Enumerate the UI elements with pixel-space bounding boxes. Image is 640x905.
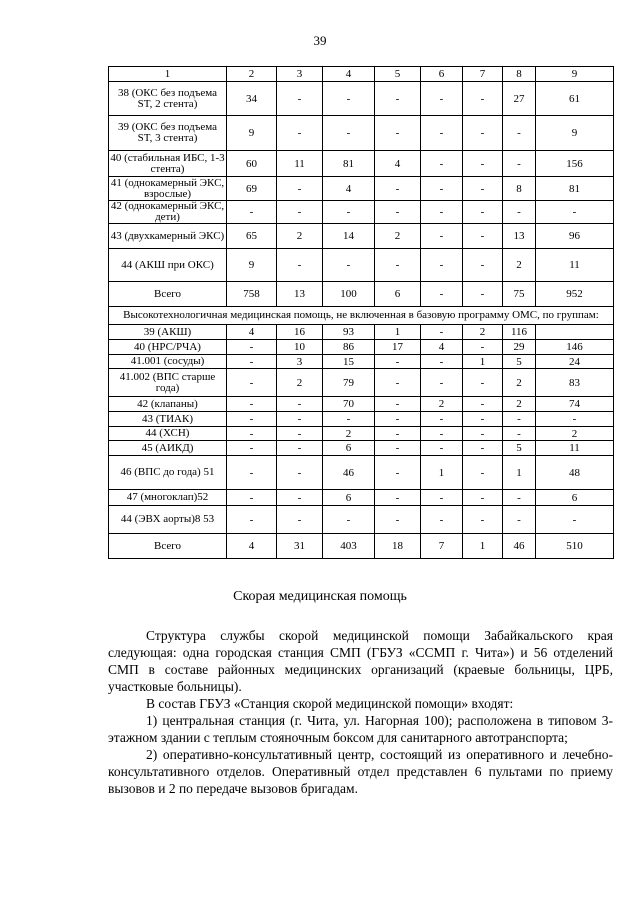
cell-value: 79 [323,369,375,397]
cell-value: 2 [463,325,503,340]
cell-value: - [503,427,536,441]
cell-value: - [375,355,421,369]
cell-value: 156 [536,151,614,177]
cell-value: - [463,82,503,116]
table-body [109,67,614,559]
table-total-row [109,282,614,307]
cell-value: - [536,201,614,224]
cell-value: 18 [375,534,421,559]
cell-value: - [277,427,323,441]
cell-value: - [463,506,503,534]
table-row [109,355,614,369]
table-total-row [109,534,614,559]
table-row [109,340,614,355]
statistics-table [108,66,614,559]
cell-value: - [277,116,323,151]
cell-value: - [463,412,503,427]
cell-value: 758 [227,282,277,307]
cell-value: 46 [503,534,536,559]
cell-value: - [421,441,463,456]
column-header: 7 [463,67,503,82]
cell-value: 1 [503,456,536,490]
cell-value: - [375,369,421,397]
page-number: 39 [313,33,327,48]
cell-value: 2 [503,369,536,397]
cell-value: - [503,412,536,427]
cell-value: 34 [227,82,277,116]
cell-value: 70 [323,397,375,412]
cell-value: - [375,201,421,224]
cell-value: - [421,249,463,282]
body-text [108,627,613,805]
cell-value: 6 [536,490,614,506]
cell-value: 5 [503,355,536,369]
table-row [109,177,614,201]
cell-value: 13 [503,224,536,249]
cell-value: - [503,116,536,151]
cell-value: 61 [536,82,614,116]
cell-value: - [375,249,421,282]
cell-value: - [375,397,421,412]
cell-value: - [375,456,421,490]
cell-value: 4 [323,177,375,201]
row-name: 46 (ВПС до года) 51 [109,456,227,490]
cell-value: - [421,325,463,340]
cell-value: - [323,506,375,534]
table-row [109,201,614,224]
cell-value: 6 [375,282,421,307]
cell-value: 11 [277,151,323,177]
cell-value: - [227,369,277,397]
cell-value: - [323,201,375,224]
cell-value: 1 [463,534,503,559]
column-header: 1 [109,67,227,82]
cell-value: 14 [323,224,375,249]
cell-value: - [463,397,503,412]
column-header: 3 [277,67,323,82]
row-name: 42 (клапаны) [109,397,227,412]
cell-value: - [227,490,277,506]
cell-value: 116 [503,325,536,340]
cell-value: - [463,282,503,307]
cell-value: - [277,397,323,412]
cell-value: - [463,456,503,490]
row-name: 43 (двухкамерный ЭКС) [109,224,227,249]
cell-value: 15 [323,355,375,369]
cell-value: - [463,249,503,282]
cell-value: 8 [503,177,536,201]
cell-value: - [277,456,323,490]
cell-value: - [323,412,375,427]
table-row [109,116,614,151]
cell-value: - [375,441,421,456]
column-header: 2 [227,67,277,82]
row-name: 42 (однокамерный ЭКС, дети) [109,201,227,224]
cell-value: 65 [227,224,277,249]
cell-value: - [421,282,463,307]
cell-value: - [323,82,375,116]
cell-value: 60 [227,151,277,177]
table-row [109,224,614,249]
cell-value: 11 [536,249,614,282]
cell-value: - [421,201,463,224]
table-header-row [109,67,614,82]
cell-value: - [536,506,614,534]
cell-value: 31 [277,534,323,559]
cell-value: 2 [277,224,323,249]
cell-value: 48 [536,456,614,490]
cell-value: 10 [277,340,323,355]
section-title: Высокотехнологичная медицинская помощь, не включенная в базовую программу ОМС, по группам: [109,307,614,325]
cell-value: 4 [227,534,277,559]
table-row [109,249,614,282]
row-name: 44 (АКШ при ОКС) [109,249,227,282]
cell-value: 75 [503,282,536,307]
row-name: 47 (многоклап)52 [109,490,227,506]
cell-value: 4 [227,325,277,340]
row-name: Всего [109,282,227,307]
cell-value: 81 [323,151,375,177]
cell-value: 2 [277,369,323,397]
cell-value: 2 [323,427,375,441]
cell-value: - [463,201,503,224]
cell-value: 2 [503,397,536,412]
cell-value: 2 [536,427,614,441]
cell-value: - [421,82,463,116]
cell-value: 1 [463,355,503,369]
cell-value: - [463,116,503,151]
cell-value: - [503,506,536,534]
cell-value: - [323,249,375,282]
cell-value: - [277,441,323,456]
row-name: 38 (ОКС без подъема ST, 2 стента) [109,82,227,116]
row-name: 41 (однокамерный ЭКС, взрослые) [109,177,227,201]
cell-value: 146 [536,340,614,355]
cell-value: - [463,151,503,177]
cell-value: - [227,441,277,456]
cell-value: - [227,427,277,441]
table-row [109,397,614,412]
row-name: Всего [109,534,227,559]
row-name: 39 (АКШ) [109,325,227,340]
cell-value: - [277,177,323,201]
cell-value: 16 [277,325,323,340]
cell-value: - [277,506,323,534]
cell-value: 403 [323,534,375,559]
cell-value: - [503,201,536,224]
cell-value: - [503,490,536,506]
row-name: 40 (стабильная ИБС, 1-3 стента) [110,151,225,175]
cell-value: - [421,490,463,506]
cell-value: 510 [536,534,614,559]
row-name: 45 (АИКД) [109,441,227,456]
column-header: 5 [375,67,421,82]
cell-value: - [227,412,277,427]
cell-value: 7 [421,534,463,559]
cell-value: - [375,412,421,427]
cell-value: - [463,177,503,201]
cell-value: 4 [375,151,421,177]
cell-value: - [277,201,323,224]
cell-value: 952 [536,282,614,307]
row-name: 41.002 (ВПС старше года) [109,369,227,397]
cell-value: 93 [323,325,375,340]
cell-value: 2 [421,397,463,412]
row-name: 43 (ТИАК) [109,412,227,427]
cell-value: - [421,151,463,177]
cell-value: 5 [503,441,536,456]
cell-value: - [227,201,277,224]
cell-value: - [421,412,463,427]
cell-value: - [375,116,421,151]
cell-value: - [421,224,463,249]
row-name: 41.001 (сосуды) [109,355,227,369]
cell-value: 3 [277,355,323,369]
cell-value: 100 [323,282,375,307]
cell-value: - [277,249,323,282]
table-row [109,325,614,340]
cell-value: 74 [536,397,614,412]
cell-value: - [375,177,421,201]
table-row [109,427,614,441]
cell-value: 27 [503,82,536,116]
cell-value: 13 [277,282,323,307]
column-header: 4 [323,67,375,82]
cell-value: 1 [421,456,463,490]
table-row [109,441,614,456]
column-header: 6 [421,67,463,82]
cell-value: - [227,340,277,355]
cell-value: 24 [536,355,614,369]
cell-value: - [277,82,323,116]
cell-value: 83 [536,369,614,397]
cell-value: 2 [375,224,421,249]
cell-value: - [277,490,323,506]
cell-value: - [536,412,614,427]
cell-value: 9 [227,116,277,151]
cell-value: 9 [227,249,277,282]
cell-value: - [421,355,463,369]
cell-value: - [375,427,421,441]
paragraph: В состав ГБУЗ «Станция скорой медицинской помощи» входят: [146,696,514,711]
table-row [109,456,614,490]
cell-value: 17 [375,340,421,355]
cell-value: - [227,456,277,490]
table-row [109,82,614,116]
table-row [109,490,614,506]
cell-value: - [277,412,323,427]
section-heading: Скорая медицинская помощь [233,589,407,604]
cell-value: - [375,82,421,116]
cell-value: - [421,506,463,534]
cell-value: - [463,340,503,355]
table-section-row [109,307,614,325]
row-name: 40 (НРС/РЧА) [109,340,227,355]
cell-value: 9 [536,116,614,151]
cell-value: - [463,224,503,249]
cell-value: 2 [503,249,536,282]
cell-value: 1 [375,325,421,340]
cell-value: - [323,116,375,151]
cell-value: 29 [503,340,536,355]
column-header: 8 [503,67,536,82]
cell-value: - [463,490,503,506]
cell-value: 96 [536,224,614,249]
cell-value: - [463,369,503,397]
paragraph: 1) центральная станция (г. Чита, ул. Нагорная 100); расположена в типовом 3-этажном здании с теплым стояночным боксом для санитарного автотранспорта; [108,713,613,745]
cell-value: - [375,506,421,534]
cell-value: - [227,355,277,369]
cell-value: 6 [323,490,375,506]
cell-value: 86 [323,340,375,355]
cell-value: - [421,116,463,151]
cell-value: 81 [536,177,614,201]
cell-value: 6 [323,441,375,456]
cell-value: - [375,490,421,506]
cell-value: - [421,427,463,441]
table-row [109,506,614,534]
paragraph: Структура службы скорой медицинской помощи Забайкальского края следующая: одна городская станция СМП (ГБУЗ «ССМП г. Чита») и 56 отделений СМП в составе районных медицинских организаций (краевые больницы, ЦРБ, участковые больницы). [108,628,613,694]
cell-value: - [227,397,277,412]
paragraph: 2) оперативно-консультативный центр, состоящий из оперативного и лечебно-консультативного отделов. Оперативный отдел представлен 6 пультами по приему вызовов и 2 по передаче вызовов бригадам. [108,747,613,796]
cell-value: - [463,427,503,441]
cell-value: 11 [536,441,614,456]
cell-value: - [227,506,277,534]
table-row [109,369,614,397]
column-header: 9 [536,67,614,82]
cell-value: - [421,369,463,397]
cell-value: 69 [227,177,277,201]
row-name: 44 (ХСН) [109,427,227,441]
table-row [109,151,614,177]
row-name: 39 (ОКС без подъема ST, 3 стента) [109,116,227,151]
cell-value: 4 [421,340,463,355]
cell-value: 46 [323,456,375,490]
cell-value: - [463,441,503,456]
row-name: 44 (ЭВХ аорты)8 53 [109,506,227,534]
cell-value: - [421,177,463,201]
cell-value: - [503,151,536,177]
table-row [109,412,614,427]
cell-value [536,325,614,340]
